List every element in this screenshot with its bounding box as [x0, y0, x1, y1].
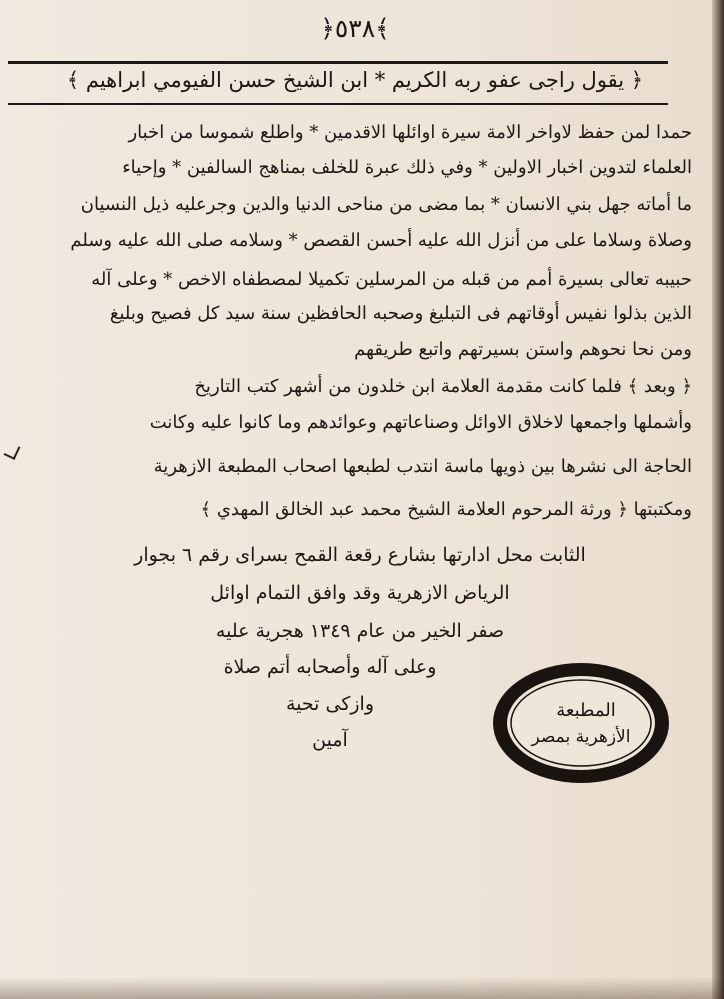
closing-line-5: وازكى تحية: [285, 693, 375, 715]
closing-line-1: الثابت محل ادارتها بشارع رقعة القمح بسراى رقم ٦ بجوار: [134, 544, 586, 566]
body-line-2: العلماء لتدوين اخبار الاولين * وفي ذلك عبرة للخلف بمناهج السالفين * وإحياء: [122, 157, 692, 178]
body-line-9: وأشملها واجمعها لاخلاق الاوائل وصناعاتهم وعوائدهم وما كانوا عليه وكانت: [149, 412, 692, 433]
body-line-4: وصلاة وسلاما على من أنزل الله عليه أحسن القصص * وسلامه صلى الله عليه وسلم: [70, 230, 692, 251]
closing-line-3: صفر الخير من عام ١٣٤٩ هجرية عليه: [215, 620, 505, 642]
printer-seal-stamp: [490, 660, 672, 786]
body-line-7: ومن نحا نحوهم واستن بسيرتهم واتبع طريقهم: [354, 339, 692, 360]
margin-mark: [4, 442, 21, 460]
header-colophon-line: ﴿ يقول راجى عفو ربه الكريم * ابن الشيخ حسن الفيومي ابراهيم ﴾: [66, 68, 644, 92]
body-line-11: ومكتبتها ﴿ ورثة المرحوم العلامة الشيخ محمد عبد الخالق المهدي ﴾: [200, 499, 692, 520]
body-line-8: ﴿ وبعد ﴾ فلما كانت مقدمة العلامة ابن خلدون من أشهر كتب التاريخ: [194, 376, 692, 397]
page-number: ﴿٥٣٨﴾: [320, 14, 390, 43]
body-line-3: ما أماته جهل بني الانسان * بما مضى من مناحى الدنيا والدين وجرعليه ذيل النسيان: [80, 194, 692, 215]
svg-text:الأزهرية بمصر: الأزهرية بمصر: [531, 727, 631, 747]
page-edge: [712, 0, 724, 999]
closing-line-4: وعلى آله وأصحابه أتم صلاة: [223, 656, 437, 678]
closing-line-2: الرياض الازهرية وقد وافق التمام اوائل: [210, 582, 510, 604]
body-line-10: الحاجة الى نشرها بين ذويها ماسة انتدب لطبعها اصحاب المطبعة الازهرية: [153, 456, 692, 477]
svg-text:المطبعة: المطبعة: [556, 700, 616, 721]
closing-line-6: آمين: [312, 729, 348, 751]
body-line-6: الذين بذلوا نفيس أوقاتهم فى التبليغ وصحبه الحافظين سنة سيد كل فصيح وبليغ: [109, 303, 692, 324]
page-shadow: [0, 977, 724, 999]
header-bottom-rule: [8, 103, 668, 105]
body-line-1: حمدا لمن حفظ لاواخر الامة سيرة اوائلها الاقدمين * واطلع شموسا من اخبار: [128, 122, 692, 143]
body-line-5: حبيبه تعالى بسيرة أمم من قبله من المرسلين تكميلا لمصطفاه الاخص * وعلى آله: [91, 269, 692, 290]
